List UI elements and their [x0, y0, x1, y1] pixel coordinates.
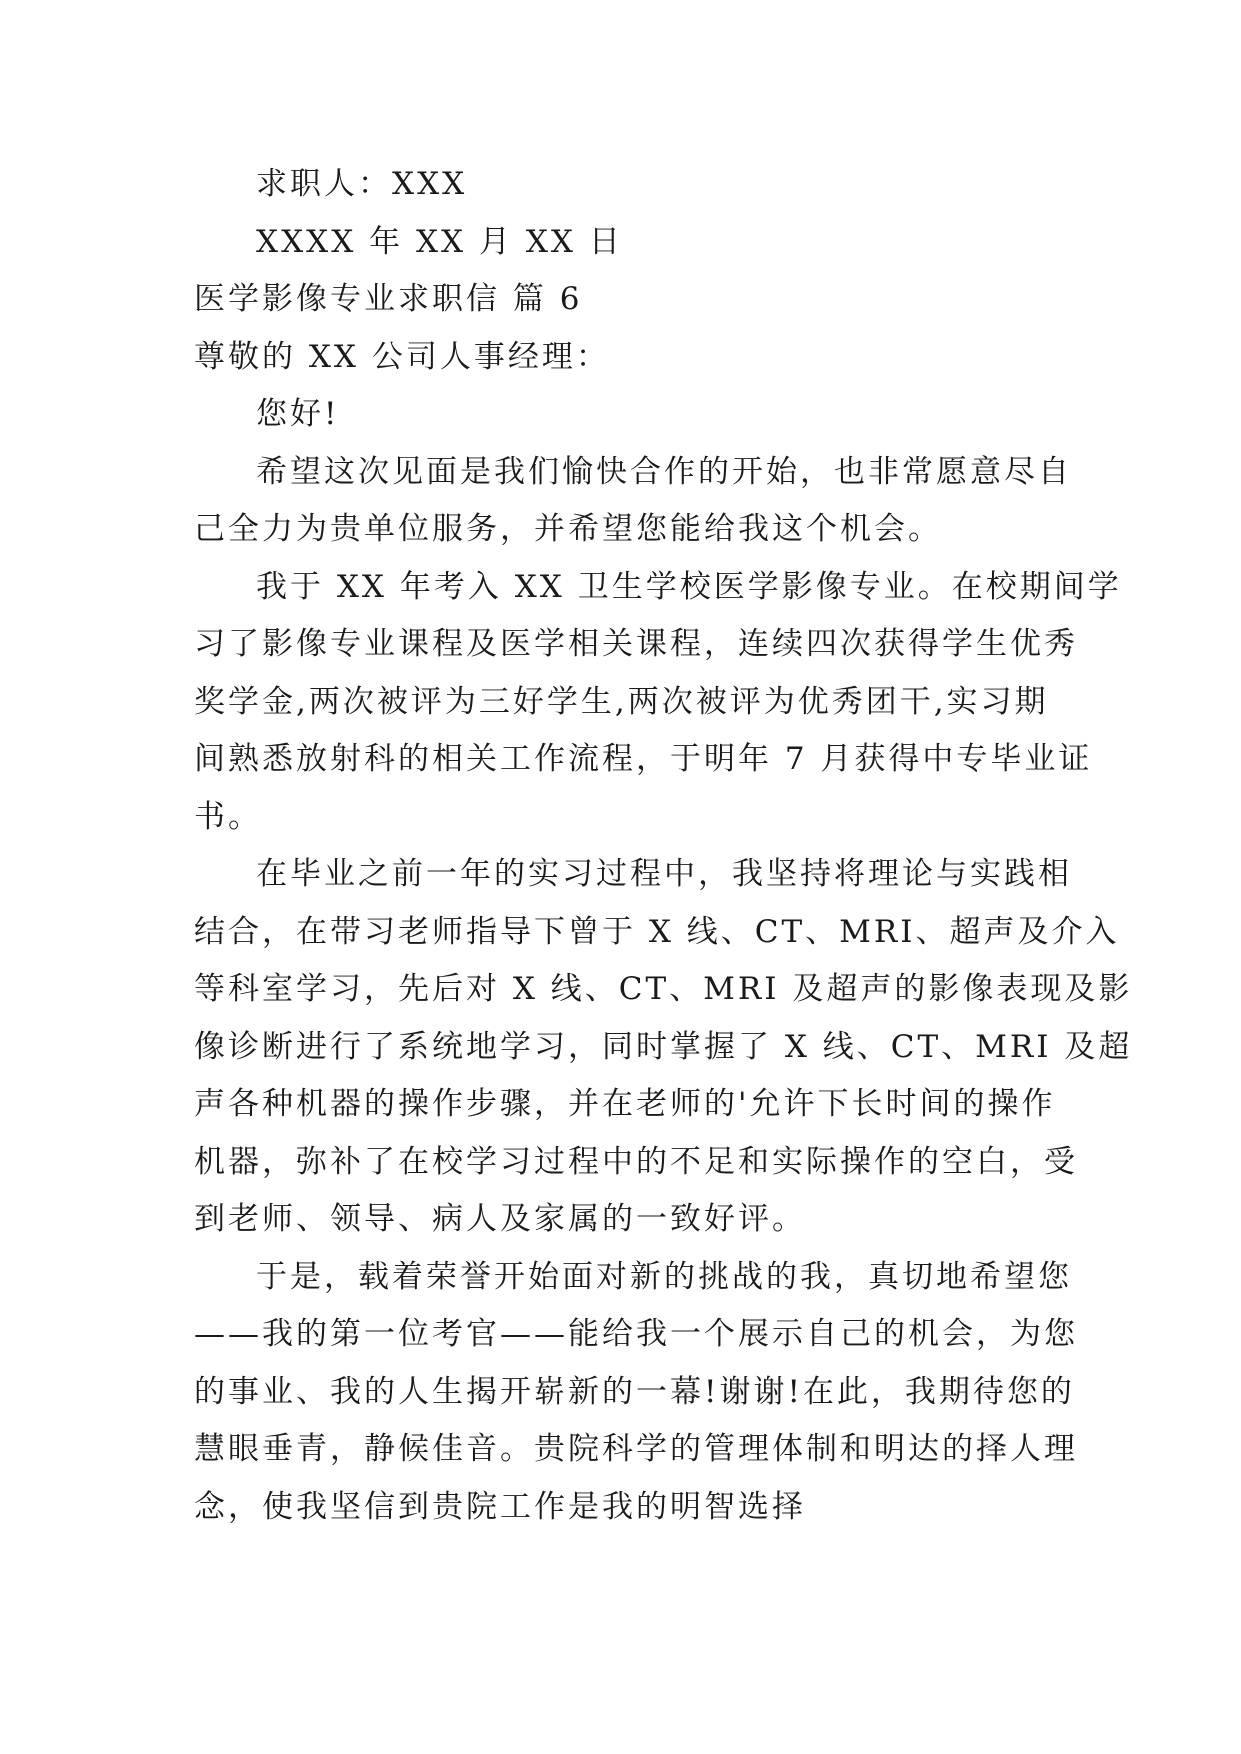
signature-date: XXXX 年 XX 月 XX 日 [256, 223, 623, 260]
paragraph-3 [194, 846, 1133, 1249]
paragraph-line: 慧眼垂青，静候佳音。贵院科学的管理体制和明达的择人理 [194, 1431, 1078, 1467]
paragraph-line: 己全力为贵单位服务，并希望您能给我这个机会。 [194, 511, 942, 547]
paragraph-line: 念，使我坚信到贵院工作是我的明智选择 [194, 1488, 806, 1525]
paragraph-line: 到老师、领导、病人及家属的一致好评。 [194, 1201, 806, 1237]
paragraph-line: 习了影像专业课程及医学相关课程，连续四次获得学生优秀 [194, 626, 1078, 662]
paragraph-line: 声各种机器的操作步骤，并在老师的'允许下长时间的操作 [194, 1086, 1056, 1122]
paragraph-line: 像诊断进行了系统地学习，同时掌握了 X 线、CT、MRI 及超 [194, 1028, 1133, 1065]
paragraph-line: 结合，在带习老师指导下曾于 X 线、CT、MRI、超声及介入 [194, 913, 1120, 950]
paragraph-2 [194, 559, 1122, 847]
paragraph-line: 于是，载着荣誉开始面对新的挑战的我，真切地希望您 [256, 1258, 1072, 1295]
paragraph-line: 的事业、我的人生揭开崭新的一幕!谢谢!在此，我期待您的 [194, 1373, 1075, 1410]
paragraph-line: 奖学金,两次被评为三好学生,两次被评为优秀团干,实习期 [194, 683, 1049, 720]
salutation: 尊敬的 XX 公司人事经理： [194, 338, 610, 375]
paragraph-4 [194, 1249, 1078, 1537]
letter-body [194, 156, 1133, 1536]
paragraph-line: 机器，弥补了在校学习过程中的不足和实际操作的空白，受 [194, 1143, 1078, 1180]
paragraph-line: 等科室学习，先后对 X 线、CT、MRI 及超声的影像表现及影 [194, 971, 1133, 1007]
greeting: 您好! [256, 396, 340, 432]
paragraph-line: 我于 XX 年考入 XX 卫生学校医学影像专业。在校期间学 [256, 568, 1122, 605]
paragraph-line: 希望这次见面是我们愉快合作的开始，也非常愿意尽自 [256, 453, 1072, 490]
paragraph-1 [194, 444, 1072, 559]
paragraph-line: 在毕业之前一年的实习过程中，我坚持将理论与实践相 [256, 856, 1072, 892]
applicant-signature: 求职人：XXX [256, 166, 468, 202]
paragraph-line: 书。 [194, 798, 262, 835]
section-title: 医学影像专业求职信 篇 6 [194, 281, 583, 317]
paragraph-line: ——我的第一位考官——能给我一个展示自己的机会，为您 [194, 1316, 1078, 1352]
paragraph-line: 间熟悉放射科的相关工作流程，于明年 7 月获得中专毕业证 [194, 741, 1093, 777]
